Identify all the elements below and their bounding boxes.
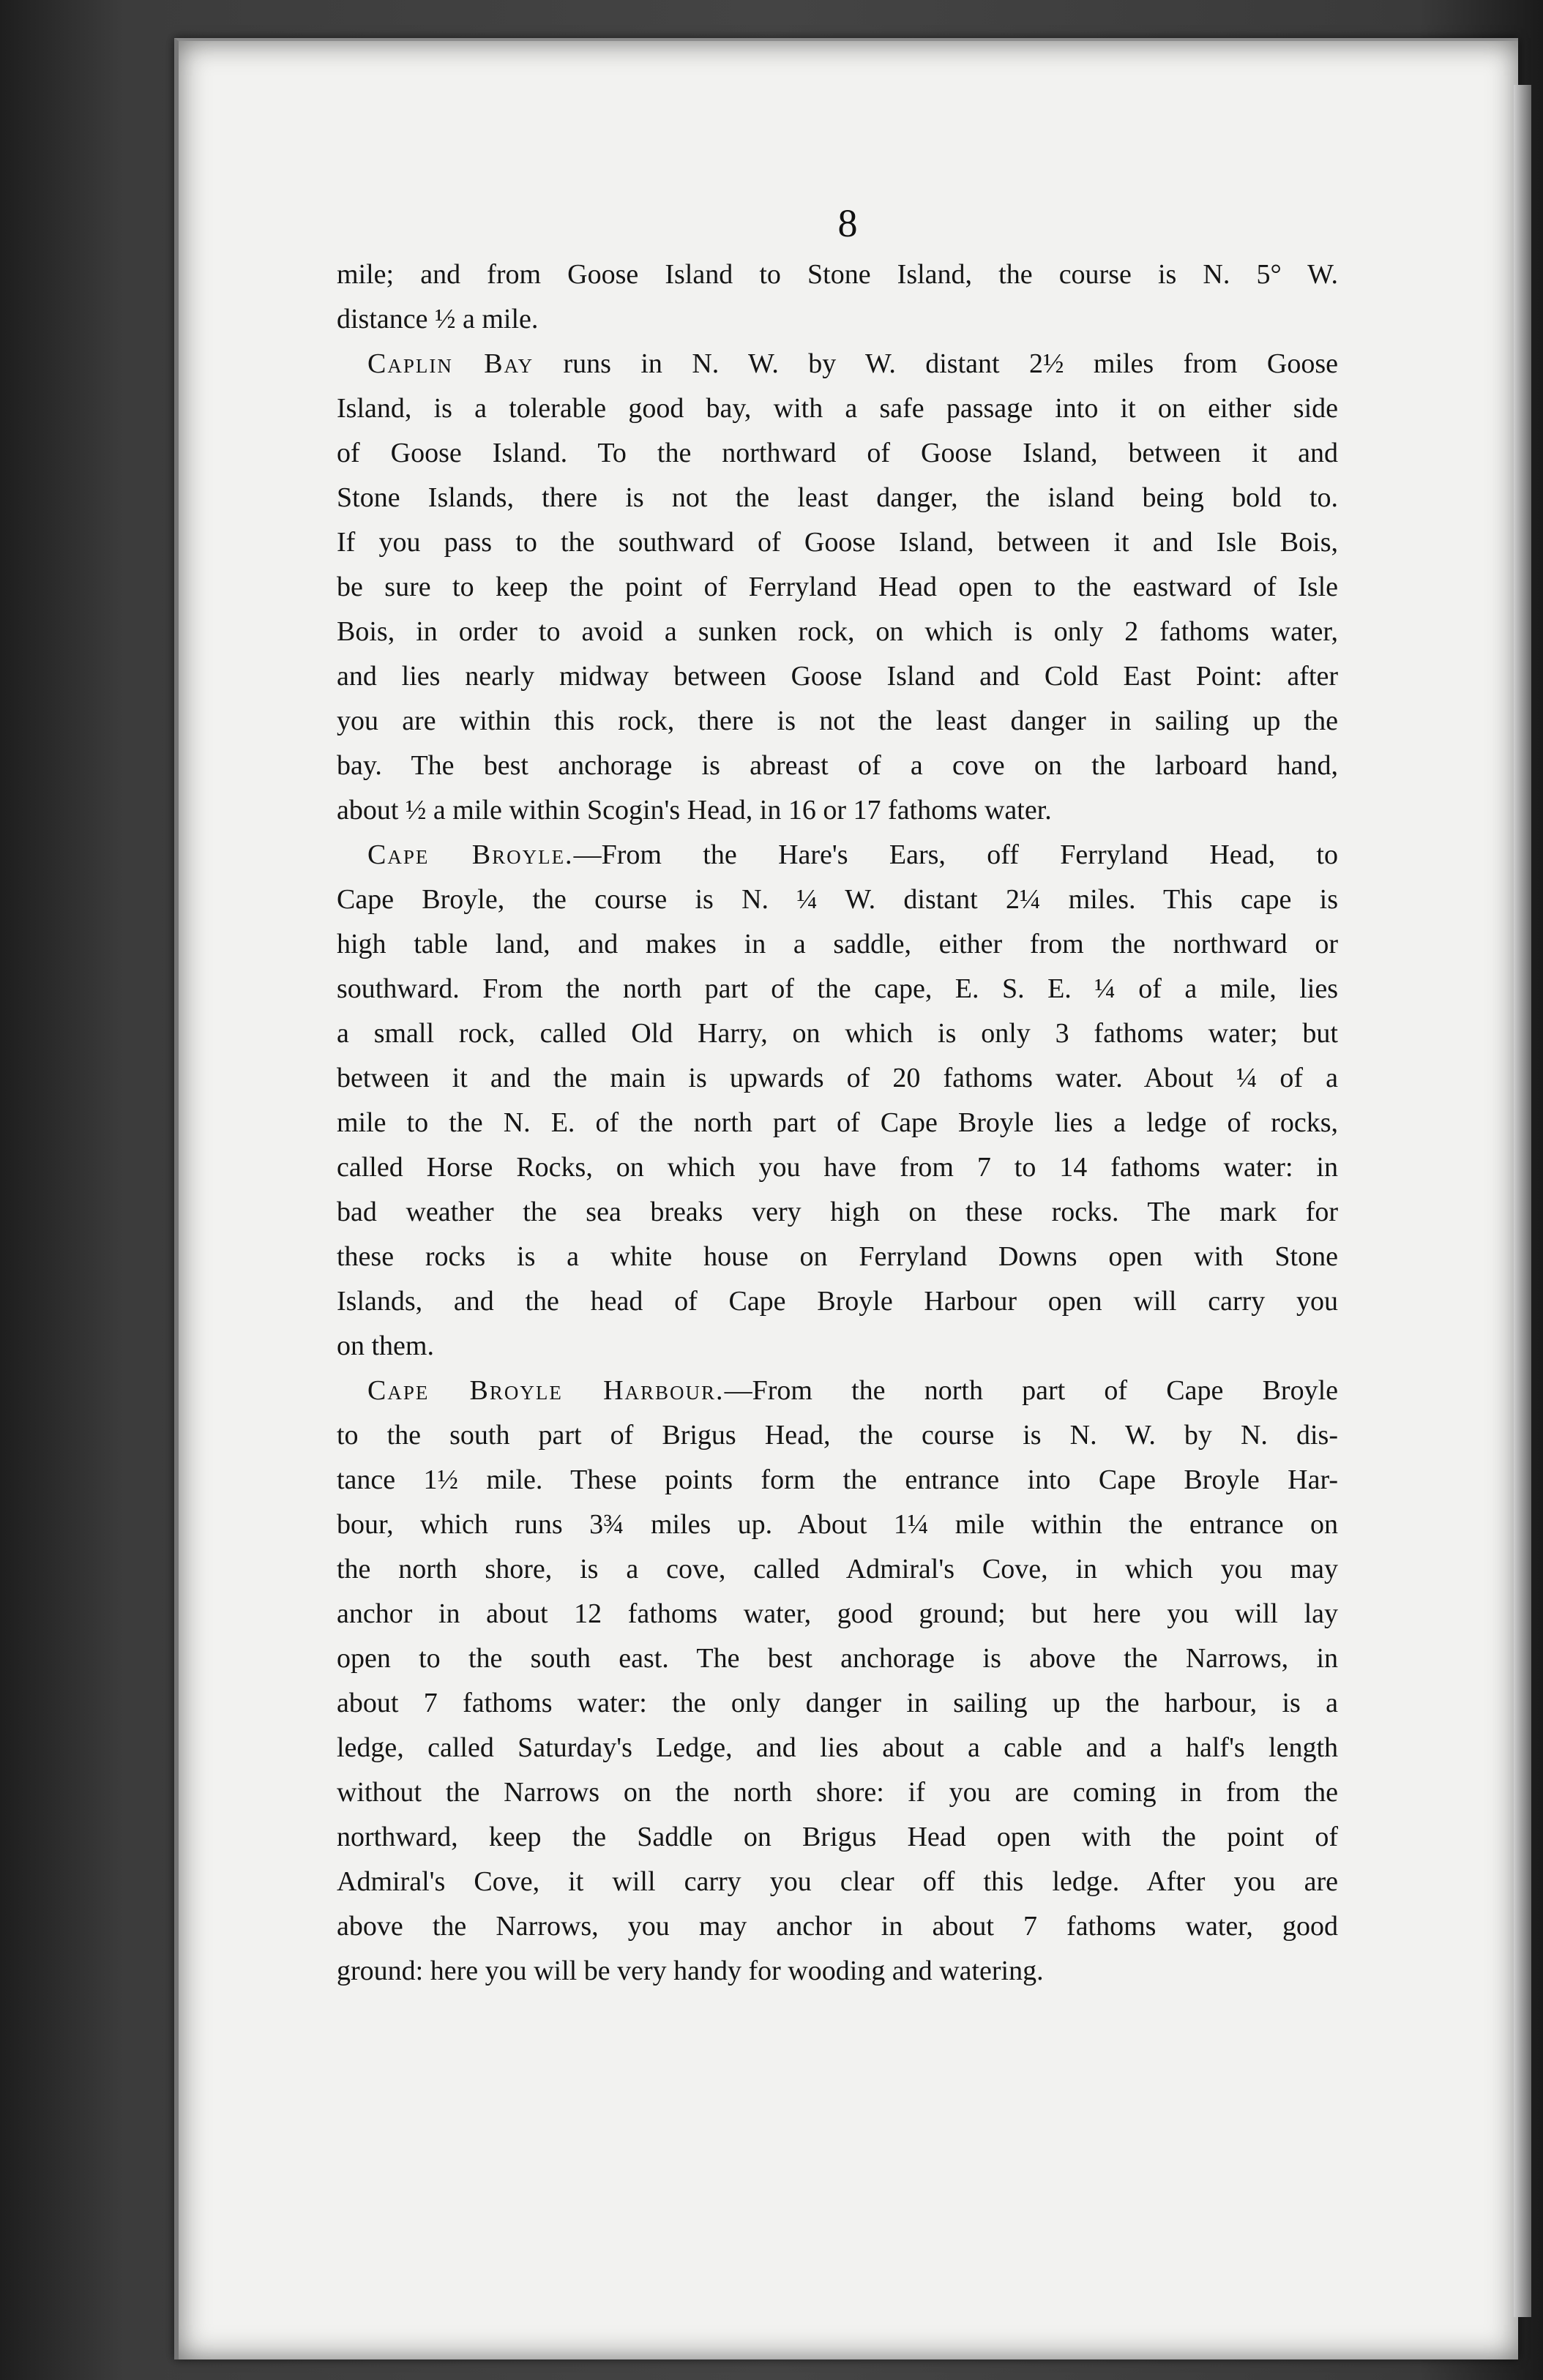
paragraph-intro bbox=[337, 252, 1338, 342]
text-line bbox=[337, 833, 1338, 877]
paragraph-caplin-bay bbox=[337, 342, 1338, 833]
text-line: the north shore, is a cove, called Admiral's Cove, in which you may bbox=[337, 1554, 1338, 1584]
text-line: you are within this rock, there is not the least danger in sailing up the bbox=[337, 706, 1338, 736]
text-line-rest: —From the Hare's Ears, off Ferryland Head, to bbox=[573, 839, 1338, 870]
text-line: tance 1½ mile. These points form the entrance into Cape Broyle Har- bbox=[337, 1464, 1338, 1495]
text-line-rest: —From the north part of Cape Broyle bbox=[724, 1375, 1338, 1406]
paragraph-cape-broyle bbox=[337, 833, 1338, 1369]
text-line: bay. The best anchorage is abreast of a cove on the larboard hand, bbox=[337, 750, 1338, 781]
text-line: high table land, and makes in a saddle, either from the northward or bbox=[337, 929, 1338, 959]
text-line-rest: runs in N. W. by W. distant 2½ miles from Goose bbox=[534, 348, 1338, 379]
text-line: northward, keep the Saddle on Brigus Head open with the point of bbox=[337, 1822, 1338, 1852]
paragraph-cape-broyle-harbour bbox=[337, 1369, 1338, 1994]
text-line: Cape Broyle, the course is N. ¼ W. distant 2¼ miles. This cape is bbox=[337, 884, 1338, 915]
text-line: Bois, in order to avoid a sunken rock, on which is only 2 fathoms water, bbox=[337, 616, 1338, 647]
text-line bbox=[337, 1369, 1338, 1413]
text-line: about ½ a mile within Scogin's Head, in 16 or 17 fathoms water. bbox=[337, 795, 1052, 826]
text-line: mile; and from Goose Island to Stone Island, the course is N. 5° W. bbox=[337, 259, 1338, 290]
text-line: a small rock, called Old Harry, on which is only 3 fathoms water; but bbox=[337, 1018, 1338, 1049]
text-line: ledge, called Saturday's Ledge, and lies about a cable and a half's length bbox=[337, 1732, 1338, 1763]
text-line: Stone Islands, there is not the least danger, the island being bold to. bbox=[337, 482, 1338, 513]
text-line: called Horse Rocks, on which you have from 7 to 14 fathoms water: in bbox=[337, 1152, 1338, 1183]
text-line: bour, which runs 3¾ miles up. About 1¼ mile within the entrance on bbox=[337, 1509, 1338, 1540]
text-line: Islands, and the head of Cape Broyle Harbour open will carry you bbox=[337, 1286, 1338, 1317]
text-line: on them. bbox=[337, 1331, 434, 1361]
section-heading: Cape Broyle. bbox=[367, 839, 574, 870]
text-line: Island, is a tolerable good bay, with a safe passage into it on either side bbox=[337, 393, 1338, 424]
section-heading: Cape Broyle Harbour. bbox=[367, 1375, 725, 1406]
text-line: bad weather the sea breaks very high on these rocks. The mark for bbox=[337, 1197, 1338, 1227]
text-line: these rocks is a white house on Ferryland Downs open with Stone bbox=[337, 1241, 1338, 1272]
body-text bbox=[337, 252, 1338, 1994]
text-line: to the south part of Brigus Head, the course is N. W. by N. dis- bbox=[337, 1420, 1338, 1451]
text-line: ground: here you will be very handy for wooding and watering. bbox=[337, 1956, 1044, 1986]
text-line: Admiral's Cove, it will carry you clear off this ledge. After you are bbox=[337, 1866, 1338, 1897]
section-heading: Caplin Bay bbox=[367, 348, 534, 379]
text-line: open to the south east. The best anchorage is above the Narrows, in bbox=[337, 1643, 1338, 1674]
text-line: mile to the N. E. of the north part of Cape Broyle lies a ledge of rocks, bbox=[337, 1107, 1338, 1138]
text-line: be sure to keep the point of Ferryland Head open to the eastward of Isle bbox=[337, 572, 1338, 602]
page-number: 8 bbox=[837, 201, 859, 245]
text-line: between it and the main is upwards of 20 fathoms water. About ¼ of a bbox=[337, 1063, 1338, 1093]
text-line: above the Narrows, you may anchor in about 7 fathoms water, good bbox=[337, 1911, 1338, 1942]
text-line: If you pass to the southward of Goose Island, between it and Isle Bois, bbox=[337, 527, 1338, 558]
text-line: distance ½ a mile. bbox=[337, 304, 539, 334]
text-line: of Goose Island. To the northward of Goose Island, between it and bbox=[337, 438, 1338, 468]
text-line: anchor in about 12 fathoms water, good ground; but here you will lay bbox=[337, 1598, 1338, 1629]
text-line: without the Narrows on the north shore: if you are coming in from the bbox=[337, 1777, 1338, 1808]
text-line: about 7 fathoms water: the only danger in sailing up the harbour, is a bbox=[337, 1688, 1338, 1718]
text-line: and lies nearly midway between Goose Island and Cold East Point: after bbox=[337, 661, 1338, 692]
text-line: southward. From the north part of the cape, E. S. E. ¼ of a mile, lies bbox=[337, 973, 1338, 1004]
text-line bbox=[337, 342, 1338, 386]
